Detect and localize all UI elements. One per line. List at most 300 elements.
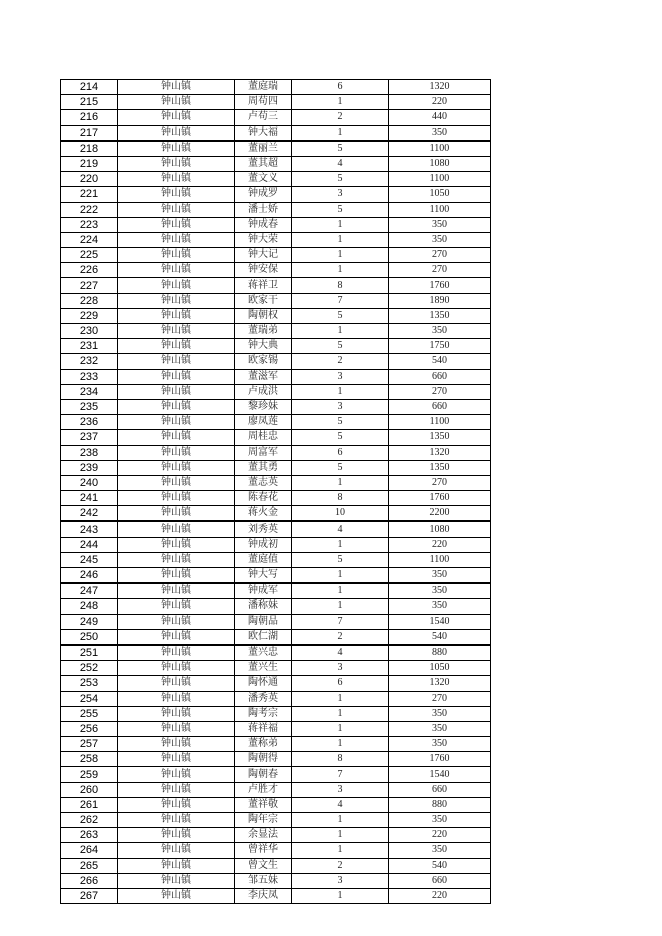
town-cell: 钟山镇 — [118, 187, 235, 202]
row-number-cell: 234 — [61, 384, 118, 399]
row-number-cell: 240 — [61, 475, 118, 490]
town-cell: 钟山镇 — [118, 263, 235, 278]
count-cell: 3 — [292, 187, 389, 202]
name-cell: 周桂忠 — [235, 430, 292, 445]
table-row — [61, 172, 491, 187]
name-cell: 董祥敬 — [235, 797, 292, 812]
amount-cell: 350 — [389, 721, 491, 736]
town-cell: 钟山镇 — [118, 399, 235, 414]
row-number-cell: 265 — [61, 858, 118, 873]
row-number-cell: 222 — [61, 202, 118, 217]
table-row — [61, 445, 491, 460]
row-number-cell: 236 — [61, 415, 118, 430]
row-number-cell: 252 — [61, 661, 118, 676]
amount-cell: 350 — [389, 324, 491, 339]
count-cell: 6 — [292, 445, 389, 460]
table-row — [61, 156, 491, 171]
name-cell: 陶朝品 — [235, 614, 292, 629]
row-number-cell: 251 — [61, 645, 118, 661]
count-cell: 1 — [292, 248, 389, 263]
town-cell: 钟山镇 — [118, 706, 235, 721]
count-cell: 1 — [292, 828, 389, 843]
count-cell: 10 — [292, 506, 389, 522]
town-cell: 钟山镇 — [118, 354, 235, 369]
row-number-cell: 263 — [61, 828, 118, 843]
name-cell: 刘秀英 — [235, 521, 292, 537]
amount-cell: 270 — [389, 248, 491, 263]
count-cell: 1 — [292, 888, 389, 903]
town-cell: 钟山镇 — [118, 415, 235, 430]
name-cell: 卢胜才 — [235, 782, 292, 797]
table-row — [61, 629, 491, 645]
name-cell: 曾祥华 — [235, 843, 292, 858]
count-cell: 4 — [292, 156, 389, 171]
table-row — [61, 141, 491, 157]
name-cell: 蒋火金 — [235, 506, 292, 522]
amount-cell: 2200 — [389, 506, 491, 522]
count-cell: 8 — [292, 491, 389, 506]
row-number-cell: 231 — [61, 339, 118, 354]
name-cell: 陶考宗 — [235, 706, 292, 721]
table-row — [61, 706, 491, 721]
row-number-cell: 232 — [61, 354, 118, 369]
town-cell: 钟山镇 — [118, 782, 235, 797]
amount-cell: 880 — [389, 797, 491, 812]
row-number-cell: 267 — [61, 888, 118, 903]
name-cell: 陶年宗 — [235, 813, 292, 828]
name-cell: 钟大写 — [235, 568, 292, 584]
name-cell: 陶怀通 — [235, 676, 292, 691]
table-row — [61, 187, 491, 202]
count-cell: 1 — [292, 217, 389, 232]
name-cell: 卢成洪 — [235, 384, 292, 399]
table-row — [61, 645, 491, 661]
amount-cell: 660 — [389, 369, 491, 384]
count-cell: 2 — [292, 858, 389, 873]
amount-cell: 1100 — [389, 172, 491, 187]
table-row — [61, 308, 491, 323]
count-cell: 3 — [292, 873, 389, 888]
town-cell: 钟山镇 — [118, 843, 235, 858]
town-cell: 钟山镇 — [118, 645, 235, 661]
table-row — [61, 691, 491, 706]
name-cell: 邹五妹 — [235, 873, 292, 888]
town-cell: 钟山镇 — [118, 599, 235, 614]
amount-cell: 350 — [389, 599, 491, 614]
town-cell: 钟山镇 — [118, 813, 235, 828]
table-row — [61, 737, 491, 752]
town-cell: 钟山镇 — [118, 172, 235, 187]
amount-cell: 350 — [389, 706, 491, 721]
table-row — [61, 324, 491, 339]
amount-cell: 350 — [389, 217, 491, 232]
amount-cell: 660 — [389, 873, 491, 888]
table-row — [61, 661, 491, 676]
row-number-cell: 217 — [61, 125, 118, 141]
table-row — [61, 80, 491, 95]
name-cell: 钟大荣 — [235, 232, 292, 247]
town-cell: 钟山镇 — [118, 691, 235, 706]
row-number-cell: 248 — [61, 599, 118, 614]
count-cell: 1 — [292, 475, 389, 490]
count-cell: 1 — [292, 568, 389, 584]
amount-cell: 440 — [389, 110, 491, 125]
name-cell: 钟大福 — [235, 125, 292, 141]
town-cell: 钟山镇 — [118, 858, 235, 873]
row-number-cell: 228 — [61, 293, 118, 308]
row-number-cell: 214 — [61, 80, 118, 95]
row-number-cell: 233 — [61, 369, 118, 384]
amount-cell: 1540 — [389, 614, 491, 629]
table-row — [61, 339, 491, 354]
count-cell: 8 — [292, 752, 389, 767]
amount-cell: 880 — [389, 645, 491, 661]
table-row — [61, 888, 491, 903]
name-cell: 卢苟三 — [235, 110, 292, 125]
town-cell: 钟山镇 — [118, 491, 235, 506]
table-row — [61, 721, 491, 736]
table-row — [61, 491, 491, 506]
count-cell: 6 — [292, 676, 389, 691]
count-cell: 3 — [292, 369, 389, 384]
name-cell: 曾文生 — [235, 858, 292, 873]
amount-cell: 1760 — [389, 278, 491, 293]
count-cell: 4 — [292, 797, 389, 812]
spreadsheet — [60, 79, 490, 904]
count-cell: 2 — [292, 629, 389, 645]
amount-cell: 220 — [389, 888, 491, 903]
table-row — [61, 354, 491, 369]
town-cell: 钟山镇 — [118, 141, 235, 157]
amount-cell: 1540 — [389, 767, 491, 782]
table-row — [61, 95, 491, 110]
amount-cell: 350 — [389, 125, 491, 141]
row-number-cell: 244 — [61, 537, 118, 552]
count-cell: 1 — [292, 324, 389, 339]
town-cell: 钟山镇 — [118, 475, 235, 490]
count-cell: 1 — [292, 737, 389, 752]
town-cell: 钟山镇 — [118, 661, 235, 676]
name-cell: 余显法 — [235, 828, 292, 843]
data-table — [60, 79, 491, 904]
town-cell: 钟山镇 — [118, 797, 235, 812]
name-cell: 李庆凤 — [235, 888, 292, 903]
amount-cell: 270 — [389, 384, 491, 399]
amount-cell: 350 — [389, 813, 491, 828]
name-cell: 董庭瑞 — [235, 80, 292, 95]
count-cell: 6 — [292, 80, 389, 95]
row-number-cell: 227 — [61, 278, 118, 293]
amount-cell: 540 — [389, 858, 491, 873]
amount-cell: 1320 — [389, 676, 491, 691]
name-cell: 蒋祥卫 — [235, 278, 292, 293]
amount-cell: 1760 — [389, 491, 491, 506]
amount-cell: 1890 — [389, 293, 491, 308]
table-row — [61, 202, 491, 217]
row-number-cell: 216 — [61, 110, 118, 125]
town-cell: 钟山镇 — [118, 629, 235, 645]
town-cell: 钟山镇 — [118, 278, 235, 293]
table-row — [61, 125, 491, 141]
amount-cell: 1050 — [389, 187, 491, 202]
town-cell: 钟山镇 — [118, 324, 235, 339]
amount-cell: 1080 — [389, 156, 491, 171]
town-cell: 钟山镇 — [118, 737, 235, 752]
table-row — [61, 676, 491, 691]
table-row — [61, 797, 491, 812]
table-row — [61, 217, 491, 232]
amount-cell: 220 — [389, 537, 491, 552]
amount-cell: 350 — [389, 232, 491, 247]
table-row — [61, 293, 491, 308]
count-cell: 8 — [292, 278, 389, 293]
name-cell: 廖凤莲 — [235, 415, 292, 430]
row-number-cell: 219 — [61, 156, 118, 171]
name-cell: 钟成初 — [235, 537, 292, 552]
count-cell: 1 — [292, 813, 389, 828]
table-row — [61, 828, 491, 843]
amount-cell: 1750 — [389, 339, 491, 354]
table-row — [61, 475, 491, 490]
name-cell: 陶朝权 — [235, 308, 292, 323]
count-cell: 5 — [292, 308, 389, 323]
town-cell: 钟山镇 — [118, 293, 235, 308]
table-row — [61, 782, 491, 797]
row-number-cell: 250 — [61, 629, 118, 645]
row-number-cell: 258 — [61, 752, 118, 767]
amount-cell: 270 — [389, 263, 491, 278]
row-number-cell: 226 — [61, 263, 118, 278]
row-number-cell: 229 — [61, 308, 118, 323]
amount-cell: 660 — [389, 782, 491, 797]
count-cell: 1 — [292, 125, 389, 141]
row-number-cell: 242 — [61, 506, 118, 522]
amount-cell: 1760 — [389, 752, 491, 767]
name-cell: 董庭值 — [235, 552, 292, 567]
town-cell: 钟山镇 — [118, 873, 235, 888]
count-cell: 2 — [292, 110, 389, 125]
town-cell: 钟山镇 — [118, 752, 235, 767]
table-row — [61, 460, 491, 475]
table-row — [61, 263, 491, 278]
name-cell: 董丽兰 — [235, 141, 292, 157]
table-row — [61, 552, 491, 567]
name-cell: 潘称妹 — [235, 599, 292, 614]
amount-cell: 1320 — [389, 80, 491, 95]
name-cell: 黎珍妹 — [235, 399, 292, 414]
name-cell: 钟大典 — [235, 339, 292, 354]
town-cell: 钟山镇 — [118, 676, 235, 691]
count-cell: 5 — [292, 172, 389, 187]
row-number-cell: 254 — [61, 691, 118, 706]
count-cell: 3 — [292, 399, 389, 414]
name-cell: 董志英 — [235, 475, 292, 490]
amount-cell: 1100 — [389, 202, 491, 217]
row-number-cell: 246 — [61, 568, 118, 584]
town-cell: 钟山镇 — [118, 125, 235, 141]
row-number-cell: 223 — [61, 217, 118, 232]
name-cell: 董滋军 — [235, 369, 292, 384]
table-row — [61, 430, 491, 445]
name-cell: 钟安保 — [235, 263, 292, 278]
name-cell: 欧家锡 — [235, 354, 292, 369]
town-cell: 钟山镇 — [118, 583, 235, 599]
count-cell: 1 — [292, 706, 389, 721]
table-row — [61, 278, 491, 293]
count-cell: 1 — [292, 263, 389, 278]
table-row — [61, 858, 491, 873]
table-row — [61, 399, 491, 414]
town-cell: 钟山镇 — [118, 430, 235, 445]
table-row — [61, 384, 491, 399]
count-cell: 5 — [292, 430, 389, 445]
table-row — [61, 506, 491, 522]
amount-cell: 350 — [389, 737, 491, 752]
amount-cell: 220 — [389, 95, 491, 110]
name-cell: 钟大记 — [235, 248, 292, 263]
count-cell: 3 — [292, 661, 389, 676]
count-cell: 5 — [292, 339, 389, 354]
count-cell: 1 — [292, 583, 389, 599]
row-number-cell: 218 — [61, 141, 118, 157]
table-row — [61, 521, 491, 537]
name-cell: 董称弟 — [235, 737, 292, 752]
town-cell: 钟山镇 — [118, 537, 235, 552]
name-cell: 董其勇 — [235, 460, 292, 475]
count-cell: 5 — [292, 415, 389, 430]
name-cell: 董其超 — [235, 156, 292, 171]
town-cell: 钟山镇 — [118, 248, 235, 263]
count-cell: 1 — [292, 843, 389, 858]
name-cell: 蒋祥福 — [235, 721, 292, 736]
count-cell: 1 — [292, 537, 389, 552]
row-number-cell: 266 — [61, 873, 118, 888]
town-cell: 钟山镇 — [118, 767, 235, 782]
table-row — [61, 614, 491, 629]
row-number-cell: 249 — [61, 614, 118, 629]
count-cell: 5 — [292, 552, 389, 567]
name-cell: 周富军 — [235, 445, 292, 460]
town-cell: 钟山镇 — [118, 80, 235, 95]
town-cell: 钟山镇 — [118, 217, 235, 232]
town-cell: 钟山镇 — [118, 552, 235, 567]
amount-cell: 1100 — [389, 415, 491, 430]
town-cell: 钟山镇 — [118, 339, 235, 354]
row-number-cell: 257 — [61, 737, 118, 752]
count-cell: 7 — [292, 614, 389, 629]
town-cell: 钟山镇 — [118, 95, 235, 110]
amount-cell: 350 — [389, 583, 491, 599]
count-cell: 1 — [292, 232, 389, 247]
row-number-cell: 262 — [61, 813, 118, 828]
name-cell: 董瑞弟 — [235, 324, 292, 339]
town-cell: 钟山镇 — [118, 110, 235, 125]
count-cell: 5 — [292, 460, 389, 475]
amount-cell: 1100 — [389, 552, 491, 567]
row-number-cell: 259 — [61, 767, 118, 782]
amount-cell: 1350 — [389, 430, 491, 445]
town-cell: 钟山镇 — [118, 384, 235, 399]
count-cell: 4 — [292, 645, 389, 661]
name-cell: 钟成军 — [235, 583, 292, 599]
count-cell: 2 — [292, 354, 389, 369]
town-cell: 钟山镇 — [118, 828, 235, 843]
amount-cell: 270 — [389, 475, 491, 490]
town-cell: 钟山镇 — [118, 369, 235, 384]
row-number-cell: 238 — [61, 445, 118, 460]
town-cell: 钟山镇 — [118, 202, 235, 217]
row-number-cell: 225 — [61, 248, 118, 263]
table-row — [61, 568, 491, 584]
name-cell: 董兴忠 — [235, 645, 292, 661]
table-row — [61, 415, 491, 430]
amount-cell: 1100 — [389, 141, 491, 157]
row-number-cell: 221 — [61, 187, 118, 202]
table-row — [61, 369, 491, 384]
town-cell: 钟山镇 — [118, 721, 235, 736]
count-cell: 1 — [292, 599, 389, 614]
table-row — [61, 843, 491, 858]
amount-cell: 540 — [389, 354, 491, 369]
town-cell: 钟山镇 — [118, 614, 235, 629]
table-row — [61, 583, 491, 599]
town-cell: 钟山镇 — [118, 445, 235, 460]
row-number-cell: 237 — [61, 430, 118, 445]
count-cell: 5 — [292, 202, 389, 217]
count-cell: 1 — [292, 384, 389, 399]
amount-cell: 1350 — [389, 460, 491, 475]
row-number-cell: 255 — [61, 706, 118, 721]
table-row — [61, 873, 491, 888]
count-cell: 7 — [292, 767, 389, 782]
name-cell: 陶朝得 — [235, 752, 292, 767]
name-cell: 欧仁湖 — [235, 629, 292, 645]
town-cell: 钟山镇 — [118, 156, 235, 171]
name-cell: 潘士娇 — [235, 202, 292, 217]
row-number-cell: 264 — [61, 843, 118, 858]
table-row — [61, 767, 491, 782]
amount-cell: 1080 — [389, 521, 491, 537]
amount-cell: 660 — [389, 399, 491, 414]
name-cell: 陈春花 — [235, 491, 292, 506]
amount-cell: 350 — [389, 568, 491, 584]
row-number-cell: 215 — [61, 95, 118, 110]
table-body — [61, 80, 491, 904]
town-cell: 钟山镇 — [118, 521, 235, 537]
row-number-cell: 247 — [61, 583, 118, 599]
row-number-cell: 239 — [61, 460, 118, 475]
table-row — [61, 110, 491, 125]
amount-cell: 540 — [389, 629, 491, 645]
row-number-cell: 224 — [61, 232, 118, 247]
row-number-cell: 245 — [61, 552, 118, 567]
row-number-cell: 235 — [61, 399, 118, 414]
count-cell: 5 — [292, 141, 389, 157]
table-row — [61, 813, 491, 828]
name-cell: 钟成罗 — [235, 187, 292, 202]
row-number-cell: 261 — [61, 797, 118, 812]
amount-cell: 220 — [389, 828, 491, 843]
amount-cell: 270 — [389, 691, 491, 706]
table-row — [61, 537, 491, 552]
amount-cell: 1350 — [389, 308, 491, 323]
town-cell: 钟山镇 — [118, 460, 235, 475]
name-cell: 董文义 — [235, 172, 292, 187]
town-cell: 钟山镇 — [118, 888, 235, 903]
table-row — [61, 752, 491, 767]
row-number-cell: 256 — [61, 721, 118, 736]
count-cell: 4 — [292, 521, 389, 537]
